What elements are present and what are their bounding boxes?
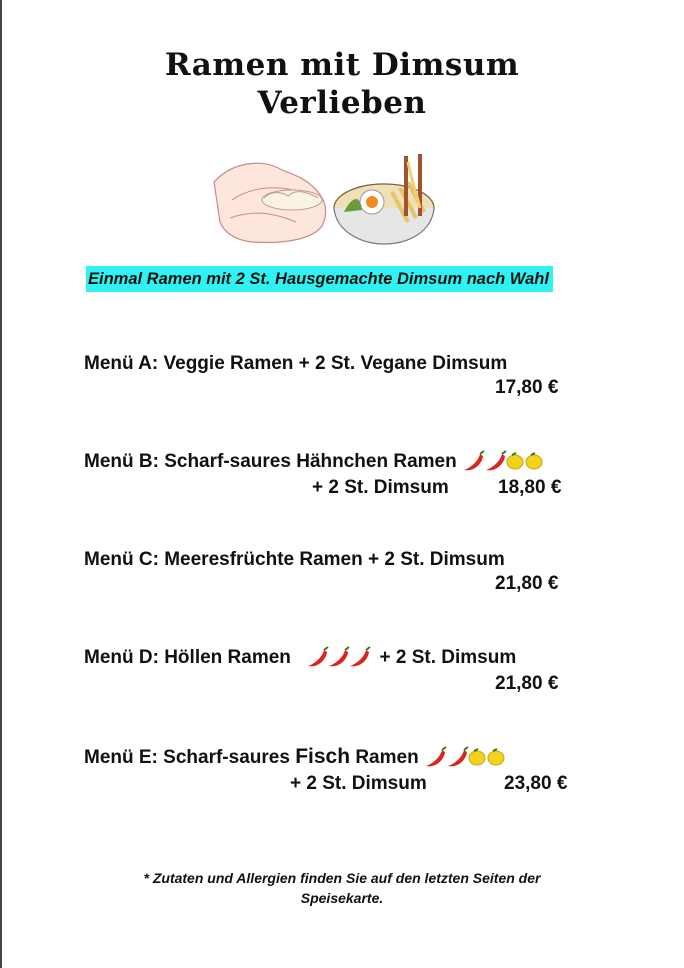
menu-b-title-row xyxy=(84,450,546,474)
menu-title-line1: Ramen mit Dimsum xyxy=(164,47,520,83)
menu-e-title: Menü E: Scharf-saures xyxy=(84,747,290,768)
menu-title-line2: Verlieben xyxy=(257,85,427,121)
menu-e-title-row xyxy=(84,745,508,770)
spice-icons xyxy=(306,646,374,670)
menu-b-subline: + 2 St. Dimsum xyxy=(312,477,449,498)
menu-e-price: 23,80 € xyxy=(504,773,568,794)
menu-banner: Einmal Ramen mit 2 St. Hausgemachte Dimsum nach Wahl xyxy=(86,266,553,292)
menu-b-title: Menü B: Scharf-saures Hähnchen Ramen xyxy=(84,451,457,473)
menu-d-title: Menü D: Höllen Ramen xyxy=(84,647,291,669)
menu-b-price: 18,80 € xyxy=(498,477,562,498)
chili-pepper-icon xyxy=(308,647,328,666)
menu-a-price: 17,80 € xyxy=(495,377,559,398)
dumpling-hands-and-ramen-bowl-icon xyxy=(212,152,440,246)
lemon-icon xyxy=(507,453,523,469)
lemon-icon xyxy=(526,453,542,469)
lemon-icon xyxy=(469,749,485,765)
chili-pepper-icon xyxy=(350,647,370,666)
menu-d-price: 21,80 € xyxy=(495,673,559,694)
chili-pepper-icon xyxy=(486,451,506,470)
menu-e-ramen: Ramen xyxy=(355,747,419,768)
chili-pepper-icon xyxy=(464,451,484,470)
menu-a-title: Menü A: Veggie Ramen + 2 St. Vegane Dimsum xyxy=(84,353,508,374)
spice-sour-icons xyxy=(462,450,546,474)
menu-c-title: Menü C: Meeresfrüchte Ramen + 2 St. Dimsum xyxy=(84,549,505,570)
page-left-border xyxy=(0,0,2,968)
lemon-icon xyxy=(488,749,504,765)
chili-pepper-icon xyxy=(448,747,468,766)
menu-d-dimsum: + 2 St. Dimsum xyxy=(379,647,517,669)
spice-sour-icons xyxy=(424,746,508,770)
allergy-footnote xyxy=(0,868,684,908)
menu-e-fisch: Fisch xyxy=(295,745,351,768)
chili-pepper-icon xyxy=(426,747,446,766)
menu-d-title-row xyxy=(84,646,516,670)
footnote-line1: * Zutaten und Allergien finden Sie auf den letzten Seiten der xyxy=(143,870,541,886)
menu-e-subline: + 2 St. Dimsum xyxy=(290,773,427,794)
chili-pepper-icon xyxy=(329,647,349,666)
menu-c-price: 21,80 € xyxy=(495,573,559,594)
footnote-line2: Speisekarte. xyxy=(300,890,384,906)
